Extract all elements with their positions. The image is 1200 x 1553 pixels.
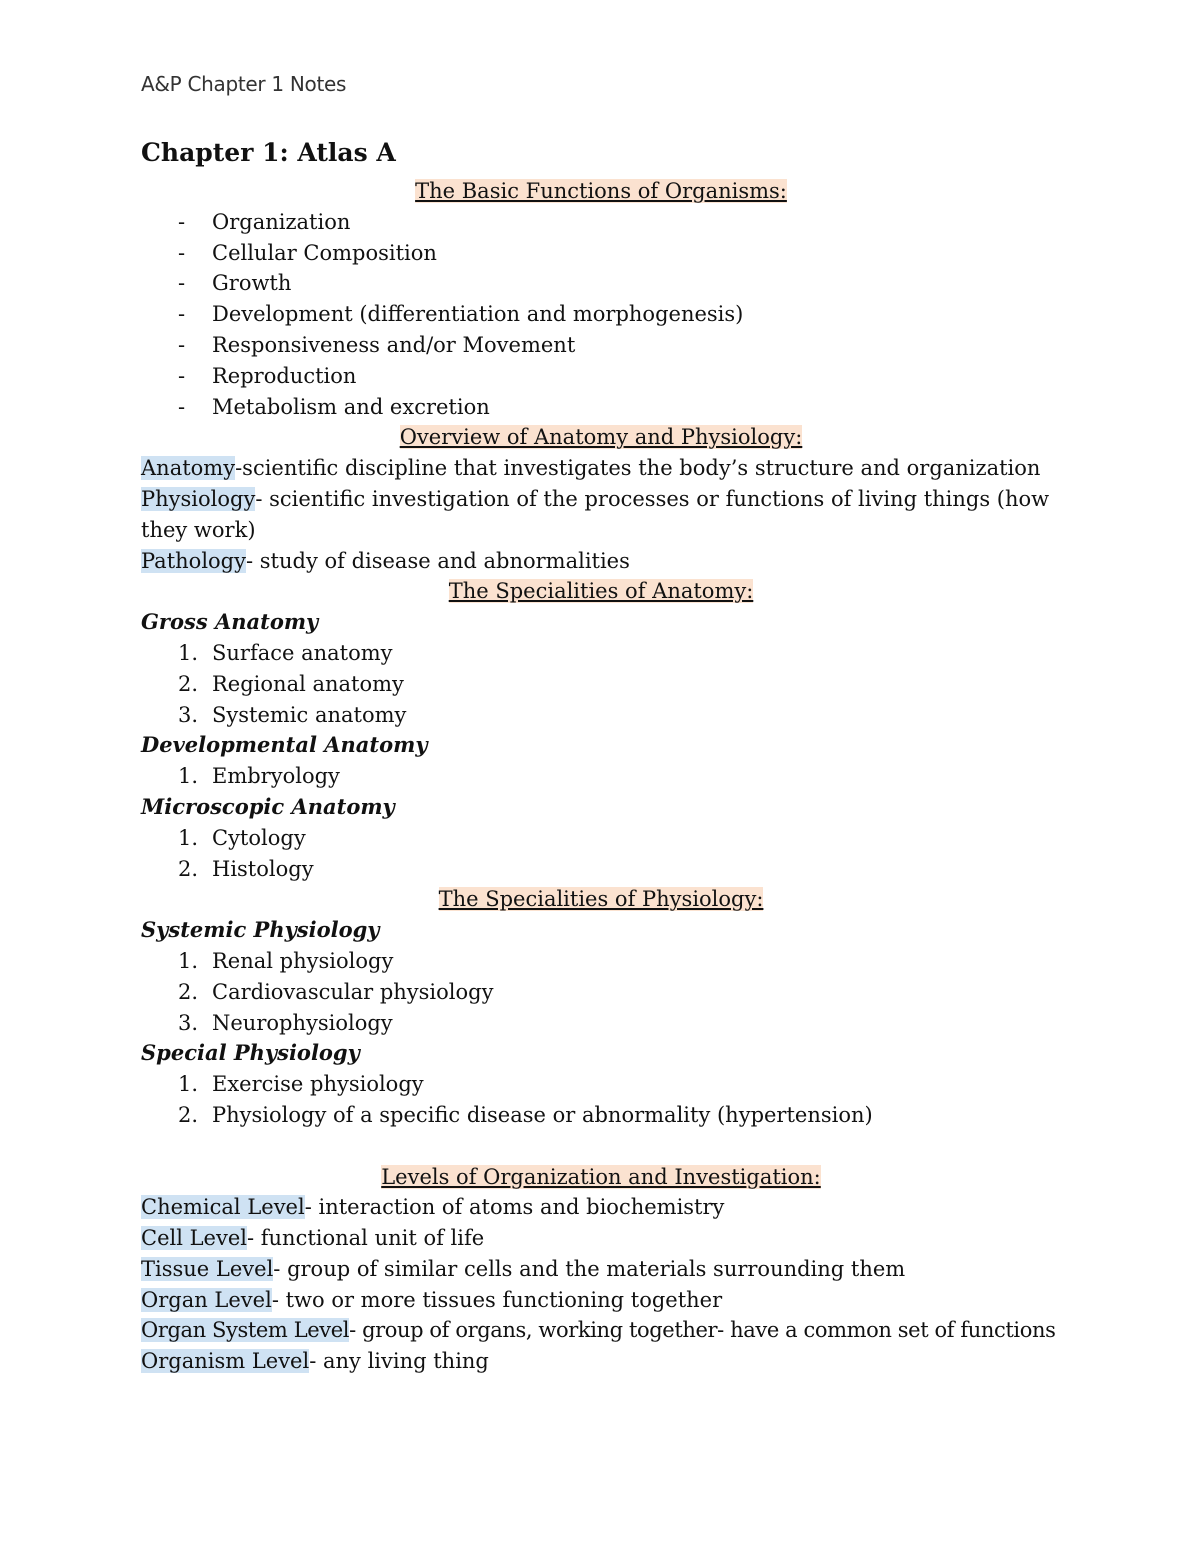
term: Tissue Level [141, 1256, 274, 1281]
definition-row [141, 546, 1061, 577]
definition: - any living thing [309, 1349, 489, 1374]
list-item: - Metabolism and excretion [178, 394, 490, 419]
definition: - two or more tissues functioning together [271, 1287, 723, 1312]
definition: - group of organs, working together- have a common set of functions [349, 1318, 1056, 1343]
list-item: - Growth [178, 271, 292, 296]
list-item-text: Development (differentiation and morphogenesis) [212, 302, 744, 327]
term: Cell Level [141, 1226, 247, 1251]
definition-row [141, 1285, 1061, 1316]
list-item: 1. Renal physiology [178, 948, 394, 973]
list-item: 1. Cytology [178, 825, 306, 850]
definition: - group of similar cells and the materials surrounding them [273, 1256, 906, 1281]
section-heading-physiology [141, 884, 1061, 915]
list-item: 3. Systemic anatomy [178, 702, 407, 727]
list-item-text: Neurophysiology [212, 1010, 393, 1035]
subheading: Special Physiology [141, 1040, 360, 1066]
heading-text: The Basic Functions of Organisms: [415, 179, 787, 203]
definition: - interaction of atoms and biochemistry [304, 1195, 725, 1220]
list-item-text: Cytology [212, 825, 306, 850]
list-item-text: Cellular Composition [212, 240, 437, 265]
term: Organism Level [141, 1349, 310, 1374]
list-item: 2. Histology [178, 856, 314, 881]
definition-row [141, 1346, 1061, 1377]
list-item-text: Organization [212, 209, 351, 234]
list-item-text: Renal physiology [212, 948, 394, 973]
list-item-text: Reproduction [212, 363, 357, 388]
section-heading-overview [141, 422, 1061, 453]
definition-row [141, 484, 1061, 546]
definition-row [141, 1223, 1061, 1254]
term: Organ Level [141, 1287, 272, 1312]
list-item-text: Responsiveness and/or Movement [212, 332, 576, 357]
list-item-text: Physiology of a specific disease or abnormality (hypertension) [212, 1102, 873, 1127]
list-item-text: Cardiovascular physiology [212, 979, 494, 1004]
list-item-text: Histology [212, 856, 314, 881]
list-item-text: Growth [212, 271, 292, 296]
subheading: Developmental Anatomy [141, 732, 428, 758]
list-item: - Development (differentiation and morphogenesis) [178, 302, 744, 327]
page-header: A&P Chapter 1 Notes [141, 72, 347, 96]
list-item: 1. Surface anatomy [178, 640, 393, 665]
list-item-text: Systemic anatomy [212, 702, 407, 727]
definition: - functional unit of life [246, 1226, 485, 1251]
heading-text: The Specialities of Anatomy: [448, 579, 754, 604]
definition-row [141, 1315, 1061, 1346]
list-item: - Responsiveness and/or Movement [178, 332, 576, 357]
term: Anatomy [141, 456, 236, 481]
subheading: Microscopic Anatomy [141, 793, 395, 819]
definition: -scientific discipline that investigates the body’s structure and organization [235, 456, 1041, 481]
list-item: 3. Neurophysiology [178, 1010, 393, 1035]
notes-body [141, 176, 1061, 1377]
subheading: Gross Anatomy [141, 609, 319, 635]
list-item: 1. Embryology [178, 764, 340, 789]
list-item-text: Surface anatomy [212, 640, 393, 665]
section-heading-basic-functions [141, 176, 1061, 207]
term: Physiology [141, 486, 256, 511]
list-item-text: Regional anatomy [212, 671, 404, 696]
list-item: 2. Regional anatomy [178, 671, 404, 696]
definition: - study of disease and abnormalities [245, 548, 630, 573]
list-item: - Organization [178, 209, 351, 234]
list-item-text: Exercise physiology [212, 1072, 424, 1097]
list-item-text: Metabolism and excretion [212, 394, 490, 419]
subheading: Systemic Physiology [141, 917, 380, 943]
definition-row [141, 453, 1061, 484]
section-heading-anatomy [141, 576, 1061, 607]
list-item: 2. Physiology of a specific disease or abnormality (hypertension) [178, 1102, 873, 1127]
term: Pathology [141, 548, 246, 573]
list-item: 1. Exercise physiology [178, 1072, 424, 1097]
spacer [141, 1131, 1061, 1162]
heading-text: The Specialities of Physiology: [438, 887, 764, 912]
definition-row [141, 1192, 1061, 1223]
term: Chemical Level [141, 1195, 305, 1220]
definition-row [141, 1254, 1061, 1285]
list-item-text: Embryology [212, 764, 340, 789]
list-item: - Cellular Composition [178, 240, 437, 265]
chapter-title: Chapter 1: Atlas A [141, 138, 396, 167]
list-item: 2. Cardiovascular physiology [178, 979, 494, 1004]
heading-text: Levels of Organization and Investigation: [381, 1164, 821, 1189]
heading-text: Overview of Anatomy and Physiology: [399, 425, 803, 450]
definition: - scientific investigation of the processes or functions of living things (how they work) [141, 486, 1050, 542]
list-item: - Reproduction [178, 363, 357, 388]
term: Organ System Level [141, 1318, 350, 1343]
section-heading-levels [141, 1162, 1061, 1193]
